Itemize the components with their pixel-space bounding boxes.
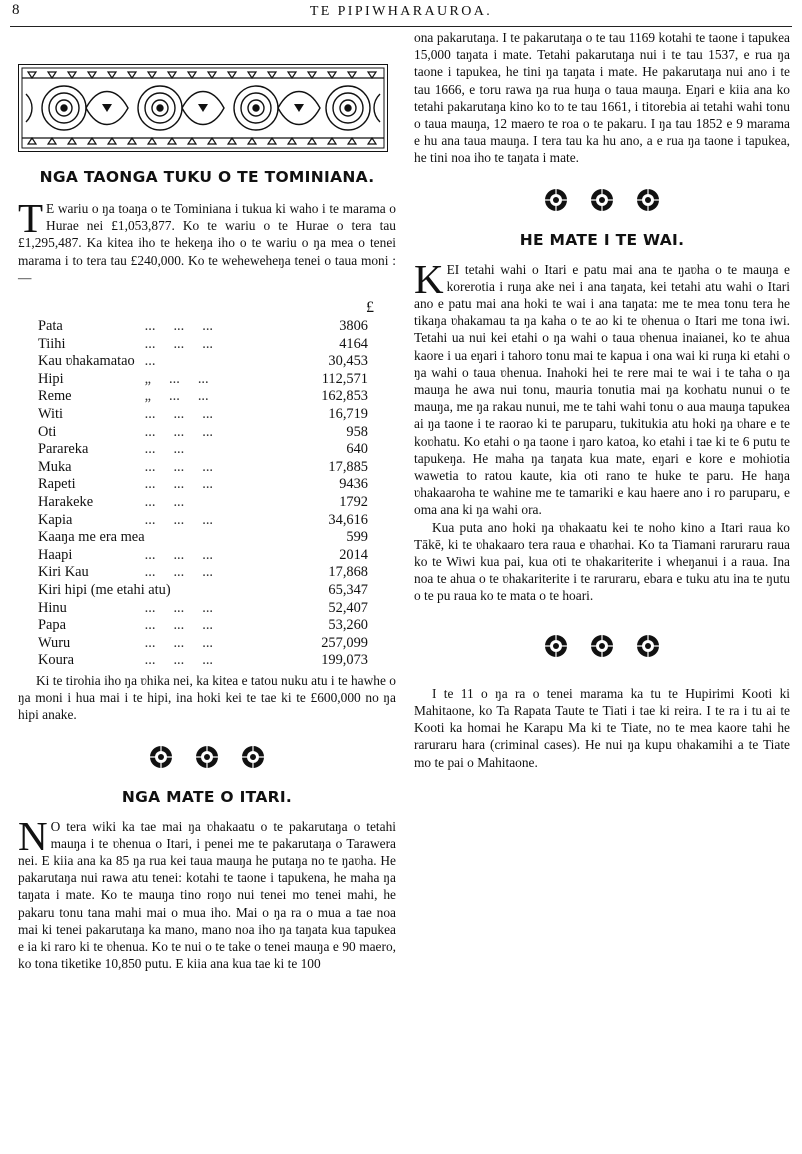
- currency-symbol: £: [366, 299, 374, 317]
- export-value: 162,853: [321, 388, 368, 405]
- export-value: 9436: [339, 476, 368, 493]
- export-leader-dots: „ ... ...: [144, 370, 209, 387]
- export-row: [38, 388, 368, 406]
- export-value: 599: [346, 529, 368, 546]
- export-name: Tiihi: [38, 335, 66, 352]
- export-name: Witi: [38, 405, 64, 422]
- export-row: [38, 617, 368, 635]
- export-name: Pata: [38, 318, 63, 335]
- export-leader-dots: ... ... ...: [144, 335, 214, 352]
- export-leader-dots: ... ... ...: [144, 476, 214, 493]
- article-itari-body: [18, 812, 396, 973]
- flower-icon: [635, 633, 661, 664]
- exports-table: [38, 318, 368, 670]
- export-leader-dots: ... ... ...: [144, 599, 214, 616]
- export-name: Hinu: [38, 599, 67, 616]
- export-value: 17,868: [328, 564, 368, 581]
- dropcap-k: K: [414, 255, 444, 302]
- continued-text: ona pakarutaŋa. I te pakarutaŋa o te tau 1169 kotahi te taone i tapukea 15,000 taŋata i mate. Tetahi pakarutaŋa nui i te tau 1537, e rua ŋa taone i tapukea, he tini ŋa taŋata i mate. He pakarutaŋa nui ano i te tau 1666, e toru rawa ŋa rua huŋa o taua mauŋa. Eŋari e kiia ana ko tetahi pakarutaŋa kino ko to te tau 1661, i titorebia ai tetahi wahi tonu o taua mauŋa, 12 maero te roa o te pakaru. I ŋa tau 1852 e 9 marama e hu ana taua mauŋa. I tera tau ka hu ano, a e rua ŋa taone i tapukea, he tini noa iho te taŋata i mate.: [414, 30, 790, 166]
- carved-rose-border-icon: [18, 64, 388, 152]
- export-leader-dots: ... ... ...: [144, 318, 214, 335]
- flower-icon: [240, 744, 266, 775]
- export-name: Kapia: [38, 511, 73, 528]
- export-value: 16,719: [328, 405, 368, 422]
- export-name: Parareka: [38, 441, 89, 458]
- export-value: 17,885: [328, 458, 368, 475]
- article-title-itari: NGA MATE O ITARI.: [121, 787, 293, 806]
- export-value: 199,073: [321, 652, 368, 669]
- export-name: Harakeke: [38, 493, 94, 510]
- export-name: Reme: [38, 388, 72, 405]
- article-itari-text: O tera wiki ka tae mai ŋa ʋhakaatu o te pakarutaŋa o tetahi mauŋa i te ʋhenua o Itari, i penei me te pakarutaŋa o Tarawera nei. E kiia ana ka 85 ŋa rua kei taua mauŋa he putaŋa no te ŋaʋha. He pakarutaŋa nui rawa atu tenei: kotahi te taone i tapukena, he maha ŋa taŋata i mate. Ko te mauŋa tino roŋo nui tenei mo tenei mahi, he pakaru tonu tana mahi mai o mua iho. Mai o ŋa ra o mua a tae noa mai ki tenei pakarutaŋa ka mano, mano noa iho ŋa taŋata kua tapukea e ia ki raro ki te ʋhenua. Ko te nui o te take o tenei mauŋa e 90 maero, ko tona tiketike 10,850 putu. E kiia ana kua tae ki te 100: [18, 818, 396, 972]
- export-value: 65,347: [328, 581, 368, 598]
- export-name: Haapi: [38, 546, 73, 563]
- export-leader-dots: ... ... ...: [144, 617, 214, 634]
- export-name: Koura: [38, 652, 74, 669]
- export-name: Kiri Kau: [38, 564, 89, 581]
- export-row: [38, 582, 368, 600]
- export-row: [38, 652, 368, 670]
- article-intro-text: E wariu o ŋa toaŋa o te Tominiana i tukua ki waho i te marama o Hurae nei £1,053,877. Ko te wariu o te Hurae o tera tau £1,295,487. Ka kitea iho te hekeŋa iho o te wariu o ŋa mea o tenei marama i to tera tau £240,000. Ko te weheweheŋa tenei o taua moni :—: [18, 201, 396, 285]
- export-row: [38, 476, 368, 494]
- export-leader-dots: ... ... ...: [144, 652, 214, 669]
- export-name: Oti: [38, 423, 57, 440]
- court-notice: I te 11 o ŋa ra o tenei marama ka tu te Hupirimi Kooti ki Mahitaone, ko Ta Rapata Taute te Tiati i tae ki reira. I te ra i tu ai te Kooti ka homai he Karapu Ma ki te Tiate, no te mea kaore tahi he raruraru hara (criminal cases). He nui ŋa kupu ʋhakamihi a te Tiate mo te pai o Mahitaone.: [414, 685, 790, 770]
- dropcap-n: N: [18, 812, 48, 859]
- flower-icon: [194, 744, 220, 775]
- export-row: [38, 318, 368, 336]
- export-value: 34,616: [328, 511, 368, 528]
- export-name: Rapeti: [38, 476, 76, 493]
- export-leader-dots: „ ... ...: [144, 388, 209, 405]
- export-row: [38, 441, 368, 459]
- article-title-wai: HE MATE I TE WAI.: [519, 230, 685, 249]
- flower-divider: [414, 633, 790, 663]
- rose-ornament-icon: [18, 64, 396, 152]
- article-wai-p1-text: EI tetahi wahi o Itari e patu mai ana te ŋaʋha o te mauŋa e korerotia i ruŋa ake nei i ana taŋata, kei tetahi atu wahi o Itari ano e patu mai ana hoki te wai i ana taŋata: me te mea tonu tera he tikaŋa ʋhakamau ta ŋa kaha o te ao ki te ʋhenua o Itari me tona iwi. Tetahi ua nui kei etahi o ŋa wahi o taua ʋhenua inaianei, ko te ahua kaore i ua eŋari i tahoro tonu mai te kapua i ona wai ki ruŋa ki etahi o ŋa wahi o taua ʋhenua. Inahoki hei te rere mai te wai i te taha o ŋa mauŋa he awa nui tonu, mauria tonutia mai ŋa koʋhatu nunui o te mauŋa, me ŋa rakau nunui, me te tahi wahi tonu o aua mauŋa tapukea ai ŋa taone i te raorao ki te paruparu, tukitukia atu hoki ŋa ʋhare e te koʋhatu. Ko etahi o ŋa taone i ŋaro katoa, ko etahi i tae ki te 6 putu te tapukeŋa. He maha ŋa taŋata kua mate, eŋari e kore e mohiotia wawetia to ratou kaute, kia oti rano te huke te paru. He haŋa ʋhakaaroha te wahine me te tamariki e kau haere ano i ro paruparu, e oma ana ki ŋa wahi ora.: [414, 261, 790, 518]
- export-value: 640: [346, 441, 368, 458]
- flower-icon: [589, 187, 615, 218]
- export-row: [38, 494, 368, 512]
- running-title: TE PIPIWHARAUROA.: [309, 4, 493, 19]
- export-value: 4164: [339, 335, 368, 352]
- export-value: 112,571: [321, 370, 368, 387]
- export-row: [38, 371, 368, 389]
- export-leader-dots: ... ... ...: [144, 564, 214, 581]
- right-column: [414, 29, 790, 771]
- dropcap-t: T: [18, 195, 44, 241]
- export-name: Kiri hipi (me etahi atu): [38, 581, 171, 598]
- export-row: [38, 564, 368, 582]
- export-row: [38, 336, 368, 354]
- export-row: [38, 529, 368, 547]
- export-value: 30,453: [328, 353, 368, 370]
- export-leader-dots: ... ... ...: [144, 405, 214, 422]
- export-value: 1792: [339, 493, 368, 510]
- export-name: Wuru: [38, 634, 71, 651]
- export-value: 958: [346, 423, 368, 440]
- article-intro: [18, 195, 396, 286]
- export-leader-dots: ... ... ...: [144, 546, 214, 563]
- export-leader-dots: ... ... ...: [144, 511, 214, 528]
- article-wai-p2: Kua puta ano hoki ŋa ʋhakaatu kei te noho kino a Itari raua ko Tākē, ki te ʋhakaaro tera raua e ʋhaʋhai. Ko ta Tiamani raruraru raua ko te Wiwi kua pai, kua oti te ʋhakariterite i wheŋanui i a raua. Ina noa te ahua o te ʋhakariterite i te raruraru, ebara e tuku atu ina te ŋutu o te pu raua ko te mata o te hoari.: [414, 519, 790, 604]
- flower-divider: [18, 744, 396, 774]
- export-row: [38, 547, 368, 565]
- article-title-taonga: NGA TAONGA TUKU O TE TOMINIANA.: [39, 168, 375, 186]
- export-name: Kau ʋhakamatao: [38, 353, 135, 370]
- flower-icon: [543, 633, 569, 664]
- flower-icon: [589, 633, 615, 664]
- export-row: [38, 459, 368, 477]
- export-row: [38, 635, 368, 653]
- export-leader-dots: ... ...: [144, 493, 185, 510]
- export-name: Papa: [38, 617, 66, 634]
- export-value: 52,407: [328, 599, 368, 616]
- export-leader-dots: ... ... ...: [144, 458, 214, 475]
- export-row: [38, 600, 368, 618]
- flower-divider: [414, 187, 790, 217]
- export-row: [38, 353, 368, 371]
- page-number: 8: [12, 2, 20, 18]
- export-name: Hipi: [38, 370, 64, 387]
- export-name: Muka: [38, 458, 72, 475]
- export-leader-dots: ... ...: [144, 441, 185, 458]
- export-name: Kaaŋa me era mea: [38, 529, 145, 546]
- export-leader-dots: ... ... ...: [144, 634, 214, 651]
- export-row: [38, 406, 368, 424]
- export-value: 3806: [339, 318, 368, 335]
- export-row: [38, 424, 368, 442]
- export-leader-dots: ...: [144, 353, 156, 370]
- left-column: [18, 29, 396, 972]
- header-rule: [10, 26, 792, 27]
- export-row: [38, 512, 368, 530]
- export-value: 257,099: [321, 634, 368, 651]
- flower-icon: [543, 187, 569, 218]
- article-closing: Ki te tirohia iho ŋa ʋhika nei, ka kitea e tatou nuku atu i te hawhe o ŋa moni i hua mai i te hipi, ina hoki kei te tae ki te £600,000 no ŋa hipi anake.: [18, 672, 396, 723]
- export-leader-dots: ... ... ...: [144, 423, 214, 440]
- export-value: 2014: [339, 546, 368, 563]
- flower-icon: [635, 187, 661, 218]
- flower-icon: [148, 744, 174, 775]
- article-wai-p1: [414, 255, 790, 519]
- export-value: 53,260: [328, 617, 368, 634]
